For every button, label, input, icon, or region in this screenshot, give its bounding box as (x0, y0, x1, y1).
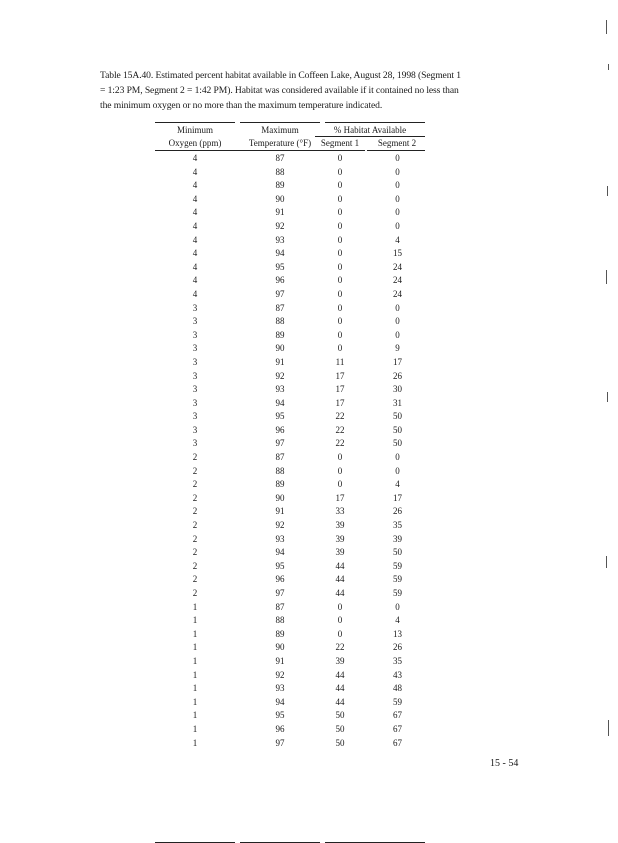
table-row (155, 179, 425, 193)
header-max-temp-top: Maximum (261, 125, 299, 135)
max-temp-cell: 95 (275, 411, 285, 422)
segment-1-cell: 17 (335, 370, 345, 381)
table-row (155, 247, 425, 261)
max-temp-cell: 88 (275, 615, 285, 626)
segment-1-cell: 0 (337, 180, 343, 191)
caption-line-3: the minimum oxygen or no more than the maximum temperature indicated. (100, 100, 383, 111)
segment-1-cell: 39 (335, 655, 345, 666)
min-oxygen-cell: 1 (192, 669, 198, 680)
min-oxygen-cell: 2 (192, 520, 198, 531)
table-row (155, 587, 425, 601)
table-row (155, 356, 425, 370)
segment-2-cell: 31 (393, 397, 402, 408)
min-oxygen-cell: 4 (192, 193, 198, 204)
min-oxygen-cell: 4 (192, 275, 198, 286)
segment-1-cell: 44 (335, 574, 345, 585)
min-oxygen-cell: 3 (192, 356, 198, 367)
segment-2-cell: 26 (393, 370, 402, 381)
segment-2-cell: 0 (395, 193, 400, 204)
header-max-temp-bottom: Temperature (°F) (248, 138, 312, 148)
table-row (155, 220, 425, 234)
segment-2-cell: 4 (395, 479, 400, 490)
header-bottom-rule-2 (235, 150, 325, 151)
segment-2-cell: 24 (393, 288, 402, 299)
segment-2-cell: 0 (395, 180, 400, 191)
segment-2-cell: 59 (393, 574, 402, 585)
min-oxygen-cell: 1 (192, 601, 198, 612)
max-temp-cell: 88 (275, 316, 285, 327)
segment-1-cell: 0 (337, 479, 343, 490)
min-oxygen-cell: 1 (192, 696, 198, 707)
min-oxygen-cell: 1 (192, 723, 198, 734)
min-oxygen-cell: 4 (192, 220, 198, 231)
segment-1-cell: 11 (335, 356, 345, 367)
segment-1-cell: 50 (335, 723, 345, 734)
min-oxygen-cell: 1 (192, 710, 198, 721)
segment-2-cell: 15 (393, 248, 402, 259)
caption-line-1: Table 15A.40. Estimated percent habitat available in Coffeen Lake, August 28, 1998 (Segment 1 (100, 70, 461, 81)
header-min-oxygen-top: Minimum (176, 125, 213, 135)
min-oxygen-cell: 3 (192, 411, 198, 422)
min-oxygen-cell: 4 (192, 234, 198, 245)
segment-2-cell: 50 (393, 547, 402, 558)
segment-2-cell: 67 (393, 737, 402, 748)
max-temp-cell: 94 (275, 547, 285, 558)
table-row (155, 451, 425, 465)
min-oxygen-cell: 3 (192, 397, 198, 408)
table-row (155, 370, 425, 384)
table-row (155, 696, 425, 710)
table-row (155, 410, 425, 424)
segment-2-cell: 0 (395, 465, 400, 476)
segment-1-cell: 0 (337, 166, 343, 177)
table-row (155, 288, 425, 302)
segment-2-cell: 0 (395, 316, 400, 327)
segment-2-cell: 26 (393, 642, 402, 653)
segment-1-cell: 22 (335, 411, 345, 422)
caption-line-2: = 1:23 PM, Segment 2 = 1:42 PM). Habitat was considered available if it contained no less than (100, 85, 459, 96)
segment-1-cell: 44 (335, 696, 345, 707)
min-oxygen-cell: 3 (192, 438, 198, 449)
segment-2-cell: 13 (393, 628, 402, 639)
max-temp-cell: 87 (275, 601, 285, 612)
segment-1-cell: 0 (337, 261, 343, 272)
header-segment-2: Segment 2 (377, 138, 417, 148)
table-row (155, 723, 425, 737)
segment-2-cell: 50 (393, 411, 402, 422)
scan-artifact (606, 20, 607, 34)
segment-1-cell: 44 (335, 588, 345, 598)
segment-1-cell: 17 (335, 397, 345, 408)
scan-artifact (606, 556, 607, 568)
min-oxygen-cell: 1 (192, 628, 198, 639)
table-row (155, 546, 425, 560)
max-temp-cell: 87 (275, 153, 285, 163)
table-row (155, 628, 425, 642)
min-oxygen-cell: 4 (192, 207, 198, 218)
segment-1-cell: 22 (335, 438, 345, 449)
min-oxygen-cell: 4 (192, 153, 198, 163)
header-top-rule-1 (155, 122, 235, 123)
segment-1-cell: 44 (335, 683, 345, 694)
max-temp-cell: 90 (275, 343, 285, 354)
segment-2-cell: 50 (393, 438, 402, 449)
header-bottom-rule-1 (155, 150, 235, 151)
min-oxygen-cell: 2 (192, 547, 198, 558)
max-temp-cell: 97 (275, 588, 285, 598)
table-row (155, 315, 425, 329)
segment-1-cell: 0 (337, 615, 343, 626)
segment-2-cell: 35 (393, 655, 402, 666)
segment-1-cell: 0 (337, 329, 343, 340)
max-temp-cell: 87 (275, 302, 285, 313)
segment-2-cell: 0 (395, 220, 400, 231)
table-row (155, 533, 425, 547)
min-oxygen-cell: 2 (192, 560, 198, 571)
table-row (155, 383, 425, 397)
max-temp-cell: 96 (275, 275, 285, 286)
segment-2-cell: 30 (393, 384, 402, 395)
segment-1-cell: 0 (337, 153, 343, 163)
table-row (155, 166, 425, 180)
segment-1-cell: 0 (337, 628, 343, 639)
table-row (155, 614, 425, 628)
table-body (155, 152, 425, 750)
max-temp-cell: 94 (275, 696, 285, 707)
max-temp-cell: 96 (275, 424, 285, 435)
max-temp-cell: 94 (275, 397, 285, 408)
min-oxygen-cell: 4 (192, 180, 198, 191)
max-temp-cell: 90 (275, 642, 285, 653)
table-row (155, 274, 425, 288)
segment-1-cell: 0 (337, 316, 343, 327)
segment-2-cell: 4 (395, 234, 400, 245)
segment-2-cell: 17 (393, 356, 402, 367)
max-temp-cell: 97 (275, 438, 285, 449)
segment-2-cell: 67 (393, 710, 402, 721)
max-temp-cell: 96 (275, 574, 285, 585)
max-temp-cell: 93 (275, 683, 285, 694)
table-row (155, 560, 425, 574)
min-oxygen-cell: 4 (192, 248, 198, 259)
segment-1-cell: 0 (337, 288, 343, 299)
table-row (155, 342, 425, 356)
scan-artifact (608, 64, 609, 70)
max-temp-cell: 95 (275, 261, 285, 272)
min-oxygen-cell: 2 (192, 533, 198, 544)
segment-1-cell: 33 (335, 506, 345, 517)
segment-2-cell: 24 (393, 275, 402, 286)
max-temp-cell: 92 (275, 370, 285, 381)
max-temp-cell: 97 (275, 288, 285, 299)
segment-2-cell: 0 (395, 302, 400, 313)
table-row (155, 206, 425, 220)
table-row (155, 478, 425, 492)
max-temp-cell: 93 (275, 384, 285, 395)
max-temp-cell: 89 (275, 329, 285, 340)
min-oxygen-cell: 2 (192, 506, 198, 517)
min-oxygen-cell: 1 (192, 683, 198, 694)
min-oxygen-cell: 1 (192, 737, 198, 748)
segment-2-cell: 24 (393, 261, 402, 272)
max-temp-cell: 89 (275, 180, 285, 191)
max-temp-cell: 93 (275, 533, 285, 544)
segment-1-cell: 0 (337, 248, 343, 259)
min-oxygen-cell: 3 (192, 384, 198, 395)
table-row (155, 505, 425, 519)
header-habitat-group: % Habitat Available (333, 125, 407, 135)
segment-1-cell: 50 (335, 710, 345, 721)
max-temp-cell: 93 (275, 234, 285, 245)
segment-2-cell: 59 (393, 696, 402, 707)
min-oxygen-cell: 3 (192, 302, 198, 313)
header-top-rule-3 (325, 122, 425, 123)
table-row (155, 424, 425, 438)
table-row (155, 669, 425, 683)
table-row (155, 234, 425, 248)
min-oxygen-cell: 1 (192, 642, 198, 653)
table-row (155, 193, 425, 207)
max-temp-cell: 91 (275, 356, 285, 367)
header-bottom-rule-4 (367, 150, 425, 151)
min-oxygen-cell: 2 (192, 479, 198, 490)
max-temp-cell: 89 (275, 628, 285, 639)
table-row (155, 397, 425, 411)
min-oxygen-cell: 2 (192, 452, 198, 463)
segment-1-cell: 0 (337, 465, 343, 476)
page-number: 15 - 54 (490, 758, 519, 769)
table-row (155, 737, 425, 751)
min-oxygen-cell: 2 (192, 574, 198, 585)
segment-1-cell: 0 (337, 207, 343, 218)
max-temp-cell: 94 (275, 248, 285, 259)
min-oxygen-cell: 3 (192, 424, 198, 435)
scan-artifact (608, 720, 609, 736)
table-row (155, 261, 425, 275)
table-row (155, 682, 425, 696)
segment-2-cell: 39 (393, 533, 402, 544)
min-oxygen-cell: 2 (192, 492, 198, 503)
table-row (155, 573, 425, 587)
segment-2-cell: 43 (393, 669, 402, 680)
segment-2-cell: 35 (393, 520, 402, 531)
segment-1-cell: 44 (335, 669, 345, 680)
table-row (155, 437, 425, 451)
max-temp-cell: 91 (275, 655, 285, 666)
table-row (155, 152, 425, 166)
max-temp-cell: 90 (275, 193, 285, 204)
max-temp-cell: 87 (275, 452, 285, 463)
segment-2-cell: 0 (395, 329, 400, 340)
min-oxygen-cell: 1 (192, 615, 198, 626)
min-oxygen-cell: 2 (192, 588, 198, 598)
segment-1-cell: 0 (337, 220, 343, 231)
max-temp-cell: 92 (275, 669, 285, 680)
max-temp-cell: 90 (275, 492, 285, 503)
segment-1-cell: 22 (335, 424, 345, 435)
min-oxygen-cell: 3 (192, 316, 198, 327)
segment-2-cell: 0 (395, 207, 400, 218)
segment-1-cell: 0 (337, 601, 343, 612)
segment-2-cell: 4 (395, 615, 400, 626)
header-top-rule-2 (240, 122, 320, 123)
max-temp-cell: 96 (275, 723, 285, 734)
table-row (155, 465, 425, 479)
segment-1-cell: 39 (335, 520, 345, 531)
header-segment-1: Segment 1 (320, 138, 360, 148)
min-oxygen-cell: 3 (192, 370, 198, 381)
table-row (155, 641, 425, 655)
min-oxygen-cell: 3 (192, 343, 198, 354)
scan-artifact (607, 392, 608, 402)
segment-1-cell: 0 (337, 234, 343, 245)
segment-2-cell: 9 (395, 343, 400, 354)
table-row (155, 709, 425, 723)
table-row (155, 492, 425, 506)
max-temp-cell: 92 (275, 220, 285, 231)
segment-2-cell: 67 (393, 723, 402, 734)
table-row (155, 519, 425, 533)
min-oxygen-cell: 4 (192, 261, 198, 272)
table-caption (100, 68, 530, 113)
segment-1-cell: 0 (337, 193, 343, 204)
segment-1-cell: 44 (335, 560, 345, 571)
min-oxygen-cell: 1 (192, 655, 198, 666)
max-temp-cell: 95 (275, 560, 285, 571)
max-temp-cell: 91 (275, 506, 285, 517)
segment-1-cell: 0 (337, 302, 343, 313)
header-min-oxygen-bottom: Oxygen (ppm) (168, 138, 222, 148)
table-row (155, 601, 425, 615)
segment-2-cell: 59 (393, 588, 402, 598)
max-temp-cell: 91 (275, 207, 285, 218)
habitat-table (155, 122, 425, 748)
segment-2-cell: 0 (395, 601, 400, 612)
segment-1-cell: 0 (337, 452, 343, 463)
table-row (155, 655, 425, 669)
segment-2-cell: 0 (395, 166, 400, 177)
segment-2-cell: 17 (393, 492, 402, 503)
min-oxygen-cell: 4 (192, 166, 198, 177)
segment-1-cell: 0 (337, 275, 343, 286)
max-temp-cell: 89 (275, 479, 285, 490)
segment-1-cell: 22 (335, 642, 345, 653)
min-oxygen-cell: 4 (192, 288, 198, 299)
scan-artifact (606, 270, 607, 284)
segment-1-cell: 50 (335, 737, 345, 748)
segment-2-cell: 0 (395, 452, 400, 463)
segment-2-cell: 59 (393, 560, 402, 571)
segment-2-cell: 50 (393, 424, 402, 435)
min-oxygen-cell: 3 (192, 329, 198, 340)
max-temp-cell: 88 (275, 465, 285, 476)
segment-1-cell: 17 (335, 384, 345, 395)
segment-1-cell: 17 (335, 492, 345, 503)
table-row (155, 329, 425, 343)
max-temp-cell: 92 (275, 520, 285, 531)
segment-1-cell: 39 (335, 533, 345, 544)
header-bottom-rule-3 (315, 150, 365, 151)
segment-1-cell: 0 (337, 343, 343, 354)
segment-2-cell: 48 (393, 683, 402, 694)
segment-2-cell: 0 (395, 153, 400, 163)
max-temp-cell: 97 (275, 737, 285, 748)
max-temp-cell: 88 (275, 166, 285, 177)
max-temp-cell: 95 (275, 710, 285, 721)
min-oxygen-cell: 2 (192, 465, 198, 476)
segment-2-cell: 26 (393, 506, 402, 517)
segment-1-cell: 39 (335, 547, 345, 558)
table-row (155, 302, 425, 316)
scan-artifact (607, 186, 608, 196)
